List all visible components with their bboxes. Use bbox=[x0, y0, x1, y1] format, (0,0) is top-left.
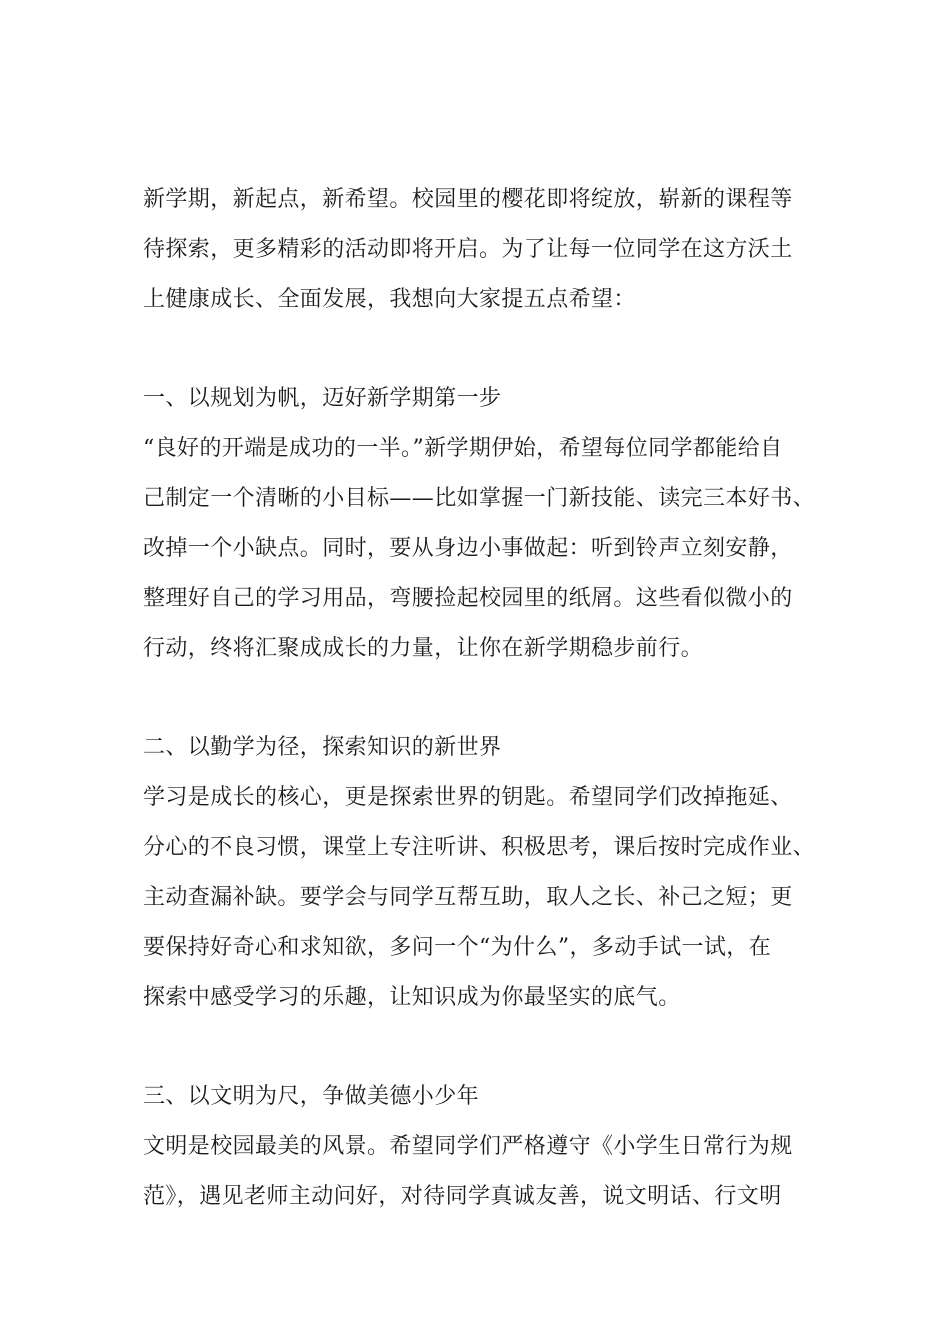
paragraph-line: 改掉一个小缺点。同时，要从身边小事做起：听到铃声立刻安静， bbox=[143, 536, 793, 561]
paragraph-line: 己制定一个清晰的小目标——比如掌握一门新技能、读完三本好书、 bbox=[143, 486, 816, 511]
section-heading: 三、以文明为尺，争做美德小少年 bbox=[143, 1084, 480, 1109]
paragraph-line: 分心的不良习惯，课堂上专注听讲、积极思考，课后按时完成作业、 bbox=[143, 835, 816, 860]
paragraph-line: 要保持好奇心和求知欲，多问一个“为什么”，多动手试一试，在 bbox=[143, 935, 772, 960]
intro-line: 上健康成长、全面发展，我想向大家提五点希望： bbox=[143, 287, 636, 312]
paragraph-line: 主动查漏补缺。要学会与同学互帮互助，取人之长、补己之短；更 bbox=[143, 885, 793, 910]
paragraph-line: “良好的开端是成功的一半。”新学期伊始，希望每位同学都能给自 bbox=[143, 436, 783, 461]
intro-line: 待探索，更多精彩的活动即将开启。为了让每一位同学在这方沃土 bbox=[143, 237, 793, 262]
section-heading: 二、以勤学为径，探索知识的新世界 bbox=[143, 735, 502, 760]
paragraph-line: 探索中感受学习的乐趣，让知识成为你最坚实的底气。 bbox=[143, 985, 681, 1010]
paragraph-line: 范》，遇见老师主动问好，对待同学真诚友善，说文明话、行文明 bbox=[143, 1184, 782, 1209]
intro-line: 新学期，新起点，新希望。校园里的樱花即将绽放，崭新的课程等 bbox=[143, 187, 793, 212]
paragraph-line: 行动，终将汇聚成成长的力量，让你在新学期稳步前行。 bbox=[143, 636, 704, 661]
paragraph-line: 整理好自己的学习用品，弯腰捡起校园里的纸屑。这些看似微小的 bbox=[143, 586, 793, 611]
paragraph-line: 文明是校园最美的风景。希望同学们严格遵守《小学生日常行为规 bbox=[143, 1134, 793, 1159]
paragraph-line: 学习是成长的核心，更是探索世界的钥匙。希望同学们改掉拖延、 bbox=[143, 785, 793, 810]
section-heading: 一、以规划为帆，迈好新学期第一步 bbox=[143, 386, 502, 411]
